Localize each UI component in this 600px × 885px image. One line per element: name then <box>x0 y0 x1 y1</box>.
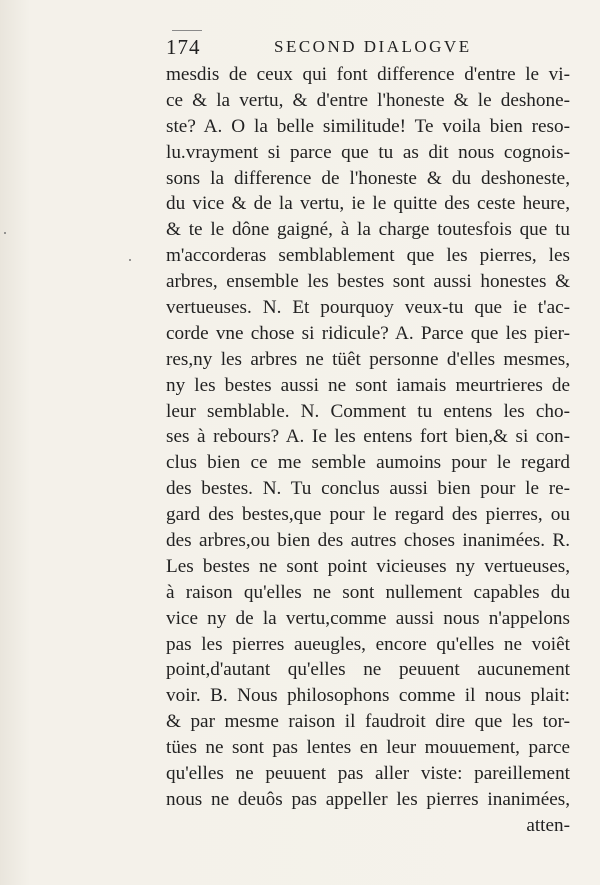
text-line: point,d'autant qu'elles ne peuuent aucunement <box>166 659 570 681</box>
text-line: vice ny de la vertu,comme aussi nous n'appelons <box>166 607 570 629</box>
paper-speck <box>4 232 6 234</box>
text-line: sons la difference de l'honeste & du deshoneste, <box>166 167 570 189</box>
text-line: ce & la vertu, & d'entre l'honeste & le deshone- <box>166 89 570 111</box>
text-line: mesdis de ceux qui font difference d'entre le vi- <box>166 64 570 85</box>
text-line: m'accorderas semblablement que les pierres, les <box>166 245 570 267</box>
text-line: & te le dône gaigné, à la charge toutesfois que tu <box>166 219 570 241</box>
body-text <box>166 62 570 839</box>
text-line: & par mesme raison il faudroit dire que les tor- <box>166 711 570 733</box>
text-line: qu'elles ne peuuent pas aller viste: pareillement <box>166 763 570 785</box>
text-line: ste? A. O la belle similitude! Te voila bien reso- <box>166 115 570 137</box>
running-title: SECOND DIALOGVE <box>274 37 472 56</box>
text-line: lu.vrayment si parce que tu as dit nous cognois- <box>166 141 570 163</box>
text-line: Les bestes ne sont point vicieuses ny vertueuses, <box>166 555 570 577</box>
text-line: pas les pierres aueugles, encore qu'elles ne voiêt <box>166 633 570 655</box>
text-line: gard des bestes,que pour le regard des pierres, ou <box>166 504 570 526</box>
text-line: vertueuses. N. Et pourquoy veux-tu que ie t'ac- <box>166 297 570 319</box>
text-line: des arbres,ou bien des autres choses inanimées. R. <box>166 530 570 552</box>
catchword: atten- <box>526 814 570 836</box>
text-line: du vice & de la vertu, ie le quitte des ceste heure, <box>166 193 570 215</box>
text-line: ses à rebours? A. Ie les entens fort bien,& si con- <box>166 426 570 448</box>
paper-speck <box>129 259 131 261</box>
text-line: tües ne sont pas lentes en leur mouuement, parce <box>166 737 570 759</box>
text-line: des bestes. N. Tu conclus aussi bien pour le re- <box>166 478 570 500</box>
text-line: nous ne deuôs pas appeller les pierres inanimées, <box>166 788 570 810</box>
text-line: à raison qu'elles ne sont nullement capables du <box>166 581 570 603</box>
text-line: corde vne chose si ridicule? A. Parce que les pier- <box>166 322 570 344</box>
header-rule <box>172 30 202 31</box>
page-number: 174 <box>166 35 201 59</box>
text-line: clus bien ce me semble aumoins pour le regard <box>166 452 570 474</box>
text-line: leur semblable. N. Comment tu entens les cho- <box>166 400 570 422</box>
text-line: voir. B. Nous philosophons comme il nous plait: <box>166 685 570 707</box>
text-line: arbres, ensemble les bestes sont aussi honestes & <box>166 271 570 293</box>
text-line: res,ny les arbres ne tüêt personne d'elles mesmes, <box>166 348 570 370</box>
text-line: ny les bestes aussi ne sont iamais meurtrieres de <box>166 374 570 396</box>
